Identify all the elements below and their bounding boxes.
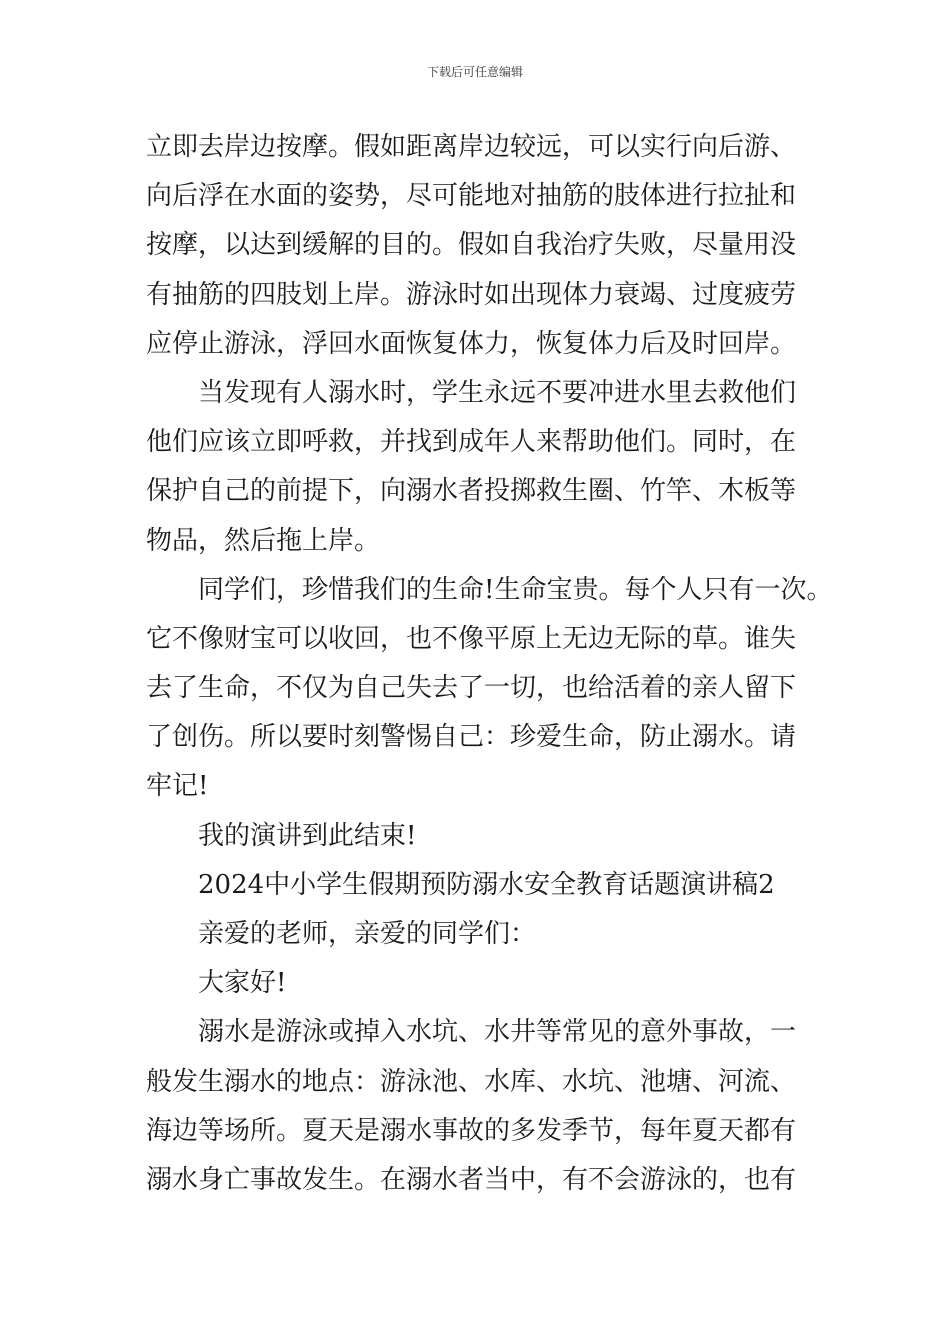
text-line: 大家好! <box>198 968 287 999</box>
text-line: 去了生命，不仅为自己失去了一切，也给活着的亲人留下 <box>146 673 797 704</box>
text-line: 2024中小学生假期预防溺水安全教育话题演讲稿2 <box>198 869 775 900</box>
text-line: 同学们，珍惜我们的生命!生命宝贵。每个人只有一次。 <box>198 574 833 605</box>
text-line: 立即去岸边按摩。假如距离岸边较远，可以实行向后游、 <box>146 132 797 162</box>
text-line: 应停止游泳，浮回水面恢复体力，恢复体力后及时回岸。 <box>146 328 797 359</box>
text-line: 它不像财宝可以收回，也不像平原上无边无际的草。谁失 <box>146 623 797 654</box>
text-line: 有抽筋的四肢划上岸。游泳时如出现体力衰竭、过度疲劳 <box>146 279 797 310</box>
page-header: 下载后可任意编辑 <box>426 65 523 79</box>
text-line: 溺水是游泳或掉入水坑、水井等常见的意外事故，一 <box>198 1017 797 1048</box>
text-line: 他们应该立即呼救，并找到成年人来帮助他们。同时，在 <box>146 427 797 458</box>
document-body <box>146 123 846 1205</box>
text-line: 般发生溺水的地点：游泳池、水库、水坑、池塘、河流、 <box>146 1066 797 1097</box>
text-line: 物品，然后拖上岸。 <box>146 525 381 556</box>
text-line: 牢记! <box>146 771 209 802</box>
text-line: 了创伤。所以要时刻警惕自己：珍爱生命，防止溺水。请 <box>146 722 797 753</box>
text-line: 亲爱的老师，亲爱的同学们： <box>198 919 537 949</box>
text-line: 按摩，以达到缓解的目的。假如自我治疗失败，尽量用没 <box>146 230 797 261</box>
text-line: 溺水身亡事故发生。在溺水者当中，有不会游泳的，也有 <box>146 1164 797 1195</box>
text-line: 保护自己的前提下，向溺水者投掷救生圈、竹竿、木板等 <box>146 476 797 507</box>
text-line: 海边等场所。夏天是溺水事故的多发季节，每年夏天都有 <box>146 1115 797 1146</box>
text-line: 当发现有人溺水时，学生永远不要冲进水里去救他们 <box>198 377 797 408</box>
text-line: 向后浮在水面的姿势，尽可能地对抽筋的肢体进行拉扯和 <box>146 181 797 212</box>
text-line: 我的演讲到此结束! <box>198 820 417 851</box>
